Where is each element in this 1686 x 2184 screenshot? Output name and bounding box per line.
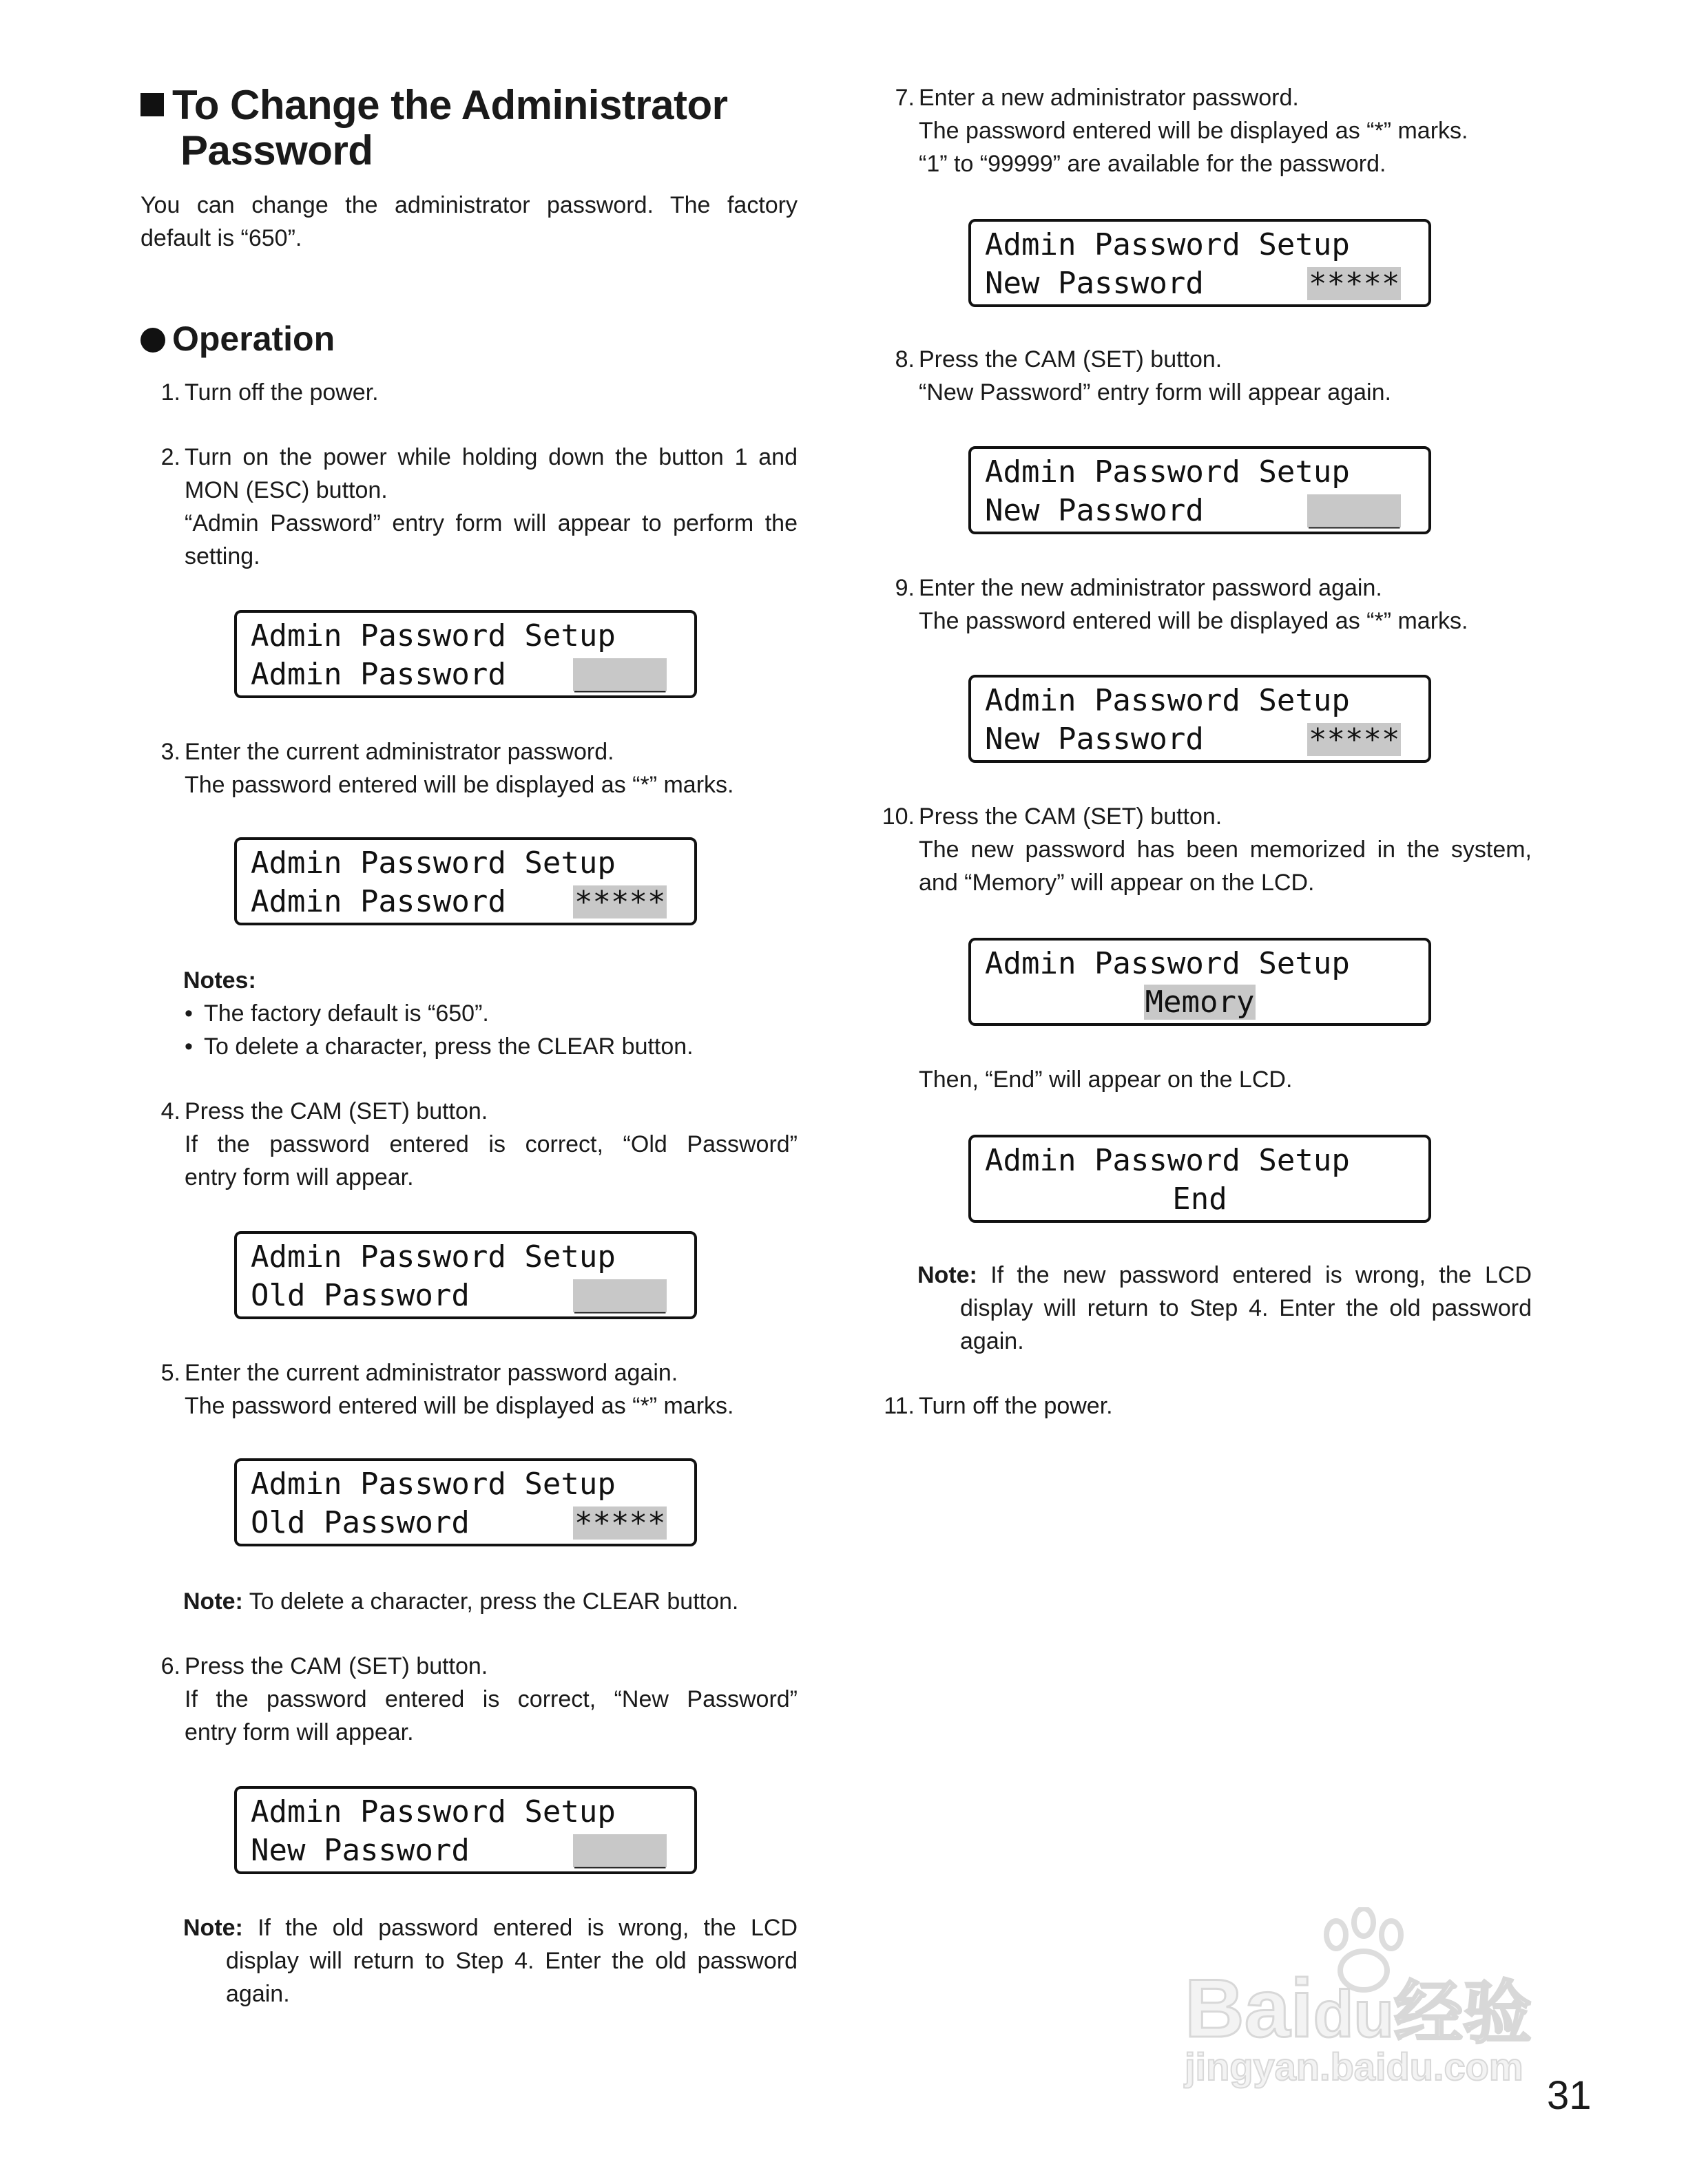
password-field: *****	[1309, 266, 1400, 302]
lcd-status: Memory	[1145, 985, 1255, 1020]
intro-paragraph: You can change the administrator password. The factory default is “650”.	[140, 192, 798, 251]
password-field: *****	[574, 885, 666, 920]
note: Note: If the old password entered is wrong, the LCD display will return to Step 4. Enter the old password again.	[183, 1915, 798, 2007]
lcd-status: End	[1172, 1182, 1227, 1217]
list-item: • The factory default is “650”.	[183, 997, 798, 1030]
password-field: *****	[574, 1506, 666, 1541]
password-field: _____	[574, 1834, 666, 1869]
square-bullet-icon	[140, 93, 164, 116]
lcd-display: Admin Password Setup New Password *****	[968, 675, 1431, 763]
note: Note: If the new password entered is wrong, the LCD display will return to Step 4. Enter the old password again.	[917, 1262, 1532, 1354]
lcd-display: Admin Password Setup Admin Password _____	[234, 610, 697, 698]
password-field: _____	[574, 658, 666, 693]
note: Note: To delete a character, press the CLEAR button.	[183, 1588, 739, 1615]
notes-block: Notes: • The factory default is “650”. • To delete a character, press the CLEAR button.	[183, 964, 798, 1063]
lcd-display: Admin Password Setup New Password *****	[968, 219, 1431, 307]
password-field: *****	[1309, 722, 1400, 757]
circle-bullet-icon	[140, 328, 165, 353]
section-title-line2: Password	[180, 127, 373, 174]
lcd-display: Admin Password Setup Old Password _____	[234, 1231, 697, 1319]
password-field: _____	[574, 1279, 666, 1314]
section-title: To Change the Administrator	[140, 83, 728, 128]
lcd-display: Admin Password Setup New Password _____	[234, 1786, 697, 1874]
step-10-continued: Then, “End” will appear on the LCD.	[919, 1067, 1293, 1093]
watermark-logo: Baidu经验	[1185, 1962, 1532, 2055]
page-number: 31	[1547, 2073, 1592, 2118]
watermark-url: jingyan.baidu.com	[1185, 2045, 1523, 2088]
lcd-display: Admin Password Setup New Password _____	[968, 446, 1431, 534]
operation-title: Operation	[140, 318, 335, 359]
lcd-display: Admin Password Setup Admin Password *****	[234, 837, 697, 925]
lcd-display: Admin Password Setup Old Password *****	[234, 1458, 697, 1546]
password-field: _____	[1309, 494, 1400, 529]
lcd-display: Admin Password Setup End	[968, 1135, 1431, 1223]
list-item: • To delete a character, press the CLEAR button.	[183, 1030, 798, 1063]
lcd-display: Admin Password Setup Memory	[968, 938, 1431, 1026]
